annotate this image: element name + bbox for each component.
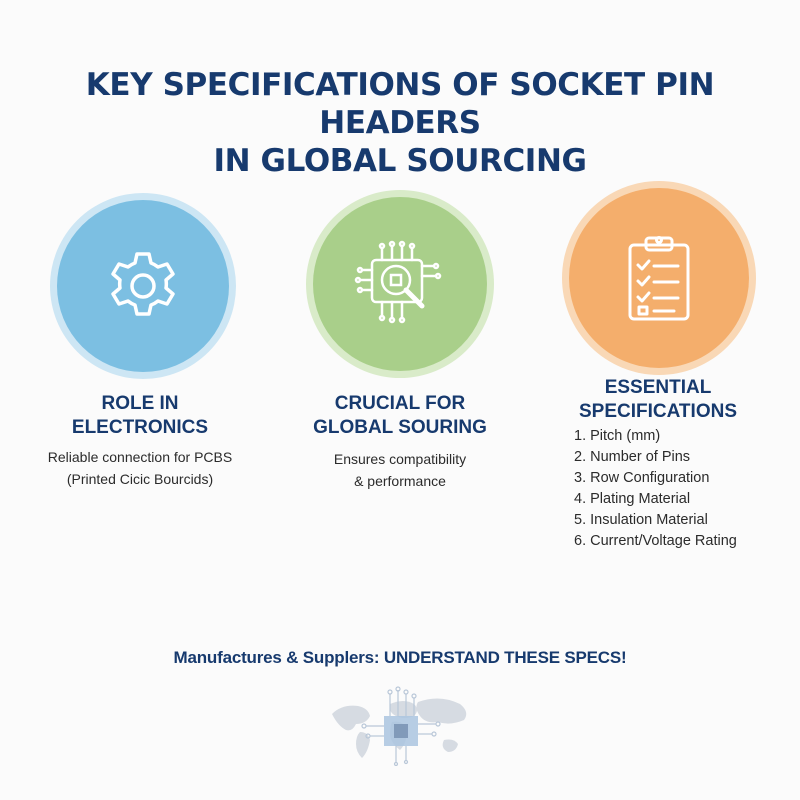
footer-callout: Manufactures & Supplers: UNDERSTAND THESE SPECS! <box>173 648 627 667</box>
heading-line: SPECIFICATIONS <box>579 401 737 422</box>
gear-icon <box>103 246 183 326</box>
circle-blue <box>57 200 229 372</box>
spec-item: 1. Pitch (mm) <box>574 428 661 444</box>
heading-crucial-for-global-souring <box>290 392 510 440</box>
world-map-circuit-icon <box>326 686 476 766</box>
heading-line: GLOBAL SOURING <box>313 417 487 438</box>
description-line: Reliable connection for PCBS <box>47 449 233 465</box>
clipboard-checklist-icon <box>624 233 694 323</box>
spec-item: 6. Current/Voltage Rating <box>574 533 737 549</box>
circle-orange <box>569 188 749 368</box>
heading-line: ELECTRONICS <box>71 417 209 438</box>
spec-item: 2. Number of Pins <box>574 449 691 465</box>
description-line: Ensures compatibility <box>333 451 467 467</box>
spec-item: 4. Plating Material <box>574 491 691 507</box>
page-title <box>0 66 800 180</box>
spec-item: 3. Row Configuration <box>574 470 710 486</box>
title-line-2: IN GLOBAL SOURCING <box>213 143 587 179</box>
title-line-1: KEY SPECIFICATIONS OF SOCKET PIN HEADERS <box>85 67 715 141</box>
spec-list <box>574 426 737 552</box>
heading-role-in-electronics <box>40 392 240 440</box>
chip-magnifier-icon <box>352 236 448 332</box>
heading-essential-specifications <box>548 376 768 424</box>
heading-line: ESSENTIAL <box>604 377 712 398</box>
heading-line: ROLE IN <box>101 393 179 414</box>
heading-line: CRUCIAL FOR <box>334 393 466 414</box>
circle-green <box>313 197 487 371</box>
description-line: (Printed Cicic Bourcids) <box>66 471 214 487</box>
description-crucial-for-global-souring <box>280 448 520 492</box>
description-role-in-electronics <box>20 446 260 490</box>
spec-item: 5. Insulation Material <box>574 512 708 528</box>
description-line: & performance <box>354 473 446 489</box>
